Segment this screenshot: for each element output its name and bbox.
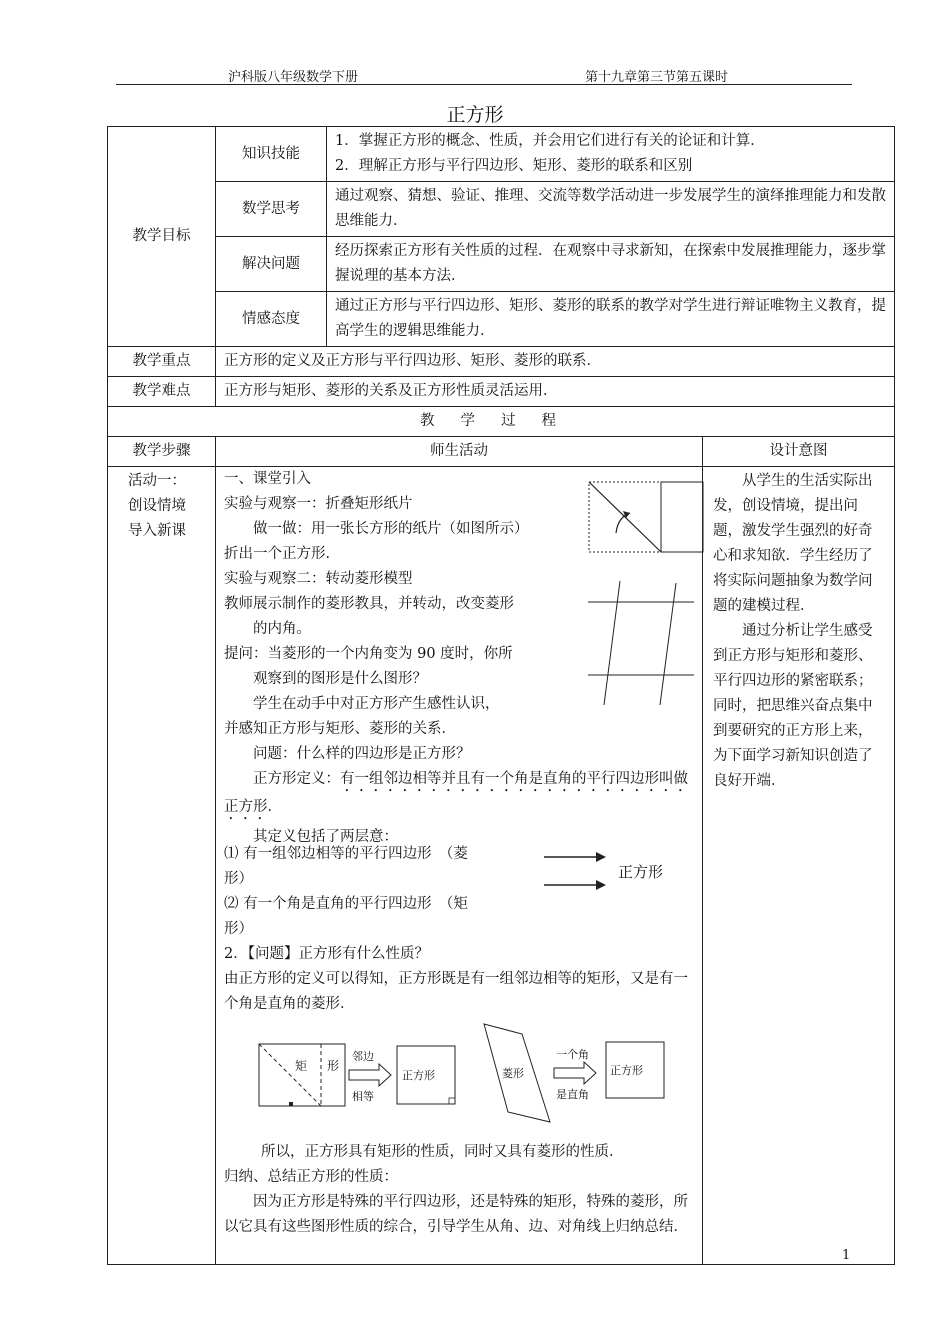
objective-name: 数学思考 bbox=[216, 182, 327, 237]
step-line: 活动一： bbox=[128, 473, 186, 489]
objective-text: 通过观察、猜想、验证、推理、交流等数学活动进一步发展学生的演绎推理能力和发散思维能力． bbox=[327, 182, 895, 237]
properties-figure bbox=[254, 1022, 674, 1127]
key-point-label: 教学重点 bbox=[108, 347, 216, 377]
rhombus-model-figure bbox=[586, 579, 698, 709]
activity-text: 问题：什么样的四边形是正方形？ bbox=[253, 746, 471, 762]
activity-text: 实验与观察一：折叠矩形纸片 bbox=[224, 496, 413, 512]
difficulty-label: 教学难点 bbox=[108, 377, 216, 407]
activity-row bbox=[108, 467, 895, 1265]
activity-text: 所以，正方形具有矩形的性质，同时又具有菱形的性质． bbox=[261, 1144, 624, 1160]
intent-text: 从学生的生活实际出发，创设情境，提出问题，激发学生强烈的好奇心和求知欲．学生经历了将实际问题抽象为数学问题的建模过程． bbox=[713, 473, 873, 614]
process-title-text: 教学过程 bbox=[420, 413, 582, 429]
activity-text: 教师展示制作的菱形教具，并转动，改变菱形 bbox=[224, 596, 514, 612]
objective-row-problem bbox=[108, 237, 895, 292]
col-intent: 设计意图 bbox=[703, 437, 895, 467]
header-chapter: 第十九章第三节第五课时 bbox=[585, 70, 729, 85]
arrow2-label-a: 一个角 bbox=[556, 1048, 589, 1061]
objective-line: 2．理解正方形与平行四边形、矩形、菱形的联系和区别 bbox=[335, 158, 693, 174]
activity-text: 2．【问题】正方形有什么性质？ bbox=[224, 946, 429, 962]
activity-text: 折出一个正方形． bbox=[224, 546, 340, 562]
objective-row-thinking bbox=[108, 182, 895, 237]
square-label-1: 正方形 bbox=[402, 1069, 435, 1082]
objective-row-knowledge bbox=[108, 127, 895, 182]
objective-name: 解决问题 bbox=[216, 237, 327, 292]
activity-text: 提问：当菱形的一个内角变为 90 度时，你所 bbox=[224, 646, 513, 662]
objective-text: 经历探索正方形有关性质的过程．在观察中寻求新知，在探索中发展推理能力，逐步掌握说理的基本方法． bbox=[327, 237, 895, 292]
activity-text: 因为正方形是特殊的平行四边形，还是特殊的矩形，特殊的菱形，所以它具有这些图形性质的综合，引导学生从角、边、对角线上归纳总结． bbox=[224, 1194, 688, 1235]
definition bbox=[224, 767, 694, 823]
process-title bbox=[108, 407, 895, 437]
rect-label-a: 矩 bbox=[295, 1059, 308, 1073]
arrow2-label-b: 是直角 bbox=[556, 1088, 589, 1101]
intent-cell bbox=[703, 467, 895, 1265]
arrow1-label-b: 相等 bbox=[352, 1090, 374, 1103]
definition-prefix: 正方形定义： bbox=[253, 771, 340, 787]
intent-text: 通过分析让学生感受到正方形与矩形和菱形、平行四边形的紧密联系；同时，把思维兴奋点集中到要研究的正方形上来，为下面学习新知识创造了良好开端． bbox=[713, 623, 873, 789]
activity-text: 由正方形的定义可以得知，正方形既是有一组邻边相等的矩形，又是有一个角是直角的菱形． bbox=[224, 971, 688, 1012]
step-line: 导入新课 bbox=[128, 523, 186, 539]
objective-name: 情感态度 bbox=[216, 292, 327, 347]
step-cell bbox=[108, 467, 216, 1265]
header-book-title: 沪科版八年级数学下册 bbox=[228, 70, 359, 85]
definition-part: ⑵ 有一个角是直角的平行四边形 （矩 bbox=[224, 896, 468, 912]
objectives-label: 教学目标 bbox=[108, 127, 216, 347]
objective-text: 通过正方形与平行四边形、矩形、菱形的联系的教学对学生进行辩证唯物主义教育，提高学生的逻辑思维能力． bbox=[327, 292, 895, 347]
definition-part: 形） bbox=[224, 871, 253, 887]
activity-text: 做一做：用一张长方形的纸片（如图所示） bbox=[253, 521, 529, 537]
key-point-row bbox=[108, 347, 895, 377]
difficulty-row bbox=[108, 377, 895, 407]
difficulty-text: 正方形与矩形、菱形的关系及正方形性质灵活运用． bbox=[216, 377, 895, 407]
objective-row-attitude bbox=[108, 292, 895, 347]
activity-text: 其定义包括了两层意： bbox=[253, 829, 398, 845]
process-title-row bbox=[108, 407, 895, 437]
page-title: 正方形 bbox=[446, 104, 504, 126]
activity-text: 归纳、总结正方形的性质： bbox=[224, 1169, 398, 1185]
activity-text: 的内角。 bbox=[253, 621, 311, 637]
objective-text bbox=[327, 127, 895, 182]
definition-part: 形） bbox=[224, 921, 253, 937]
activity-text: 学生在动手中对正方形产生感性认识， bbox=[253, 696, 500, 712]
step-line: 创设情境 bbox=[128, 498, 186, 514]
objective-line: 1．掌握正方形的概念、性质，并会用它们进行有关的论证和计算． bbox=[335, 133, 765, 149]
rhombus-label: 菱形 bbox=[502, 1067, 524, 1080]
page-number: 1 bbox=[842, 1248, 851, 1263]
rect-label-b: 形 bbox=[327, 1059, 340, 1073]
lesson-plan-table bbox=[107, 126, 895, 1265]
activities-cell bbox=[216, 467, 703, 1265]
definition-arrows bbox=[536, 847, 686, 907]
objective-name: 知识技能 bbox=[216, 127, 327, 182]
columns-header-row bbox=[108, 437, 895, 467]
col-steps: 教学步骤 bbox=[108, 437, 216, 467]
square-label-2: 正方形 bbox=[610, 1064, 643, 1077]
activity-text: 一、课堂引入 bbox=[224, 471, 311, 487]
activity-text: 并感知正方形与矩形、菱形的关系． bbox=[224, 721, 456, 737]
activity-text: 实验与观察二：转动菱形模型 bbox=[224, 571, 413, 587]
header-rule bbox=[116, 84, 852, 85]
definition-part: ⑴ 有一组邻边相等的平行四边形 （菱 bbox=[224, 846, 468, 862]
activity-text: 观察到的图形是什么图形？ bbox=[253, 671, 427, 687]
key-point-text: 正方形的定义及正方形与平行四边形、矩形、菱形的联系． bbox=[216, 347, 895, 377]
arrow1-label-a: 邻边 bbox=[352, 1050, 374, 1063]
col-activities: 师生活动 bbox=[216, 437, 703, 467]
target-label: 正方形 bbox=[618, 863, 664, 881]
definition-text: 有一组邻边相等并且有一个角是直角的平行四边形叫做正方形． bbox=[224, 771, 688, 815]
folded-paper-figure bbox=[588, 481, 706, 553]
